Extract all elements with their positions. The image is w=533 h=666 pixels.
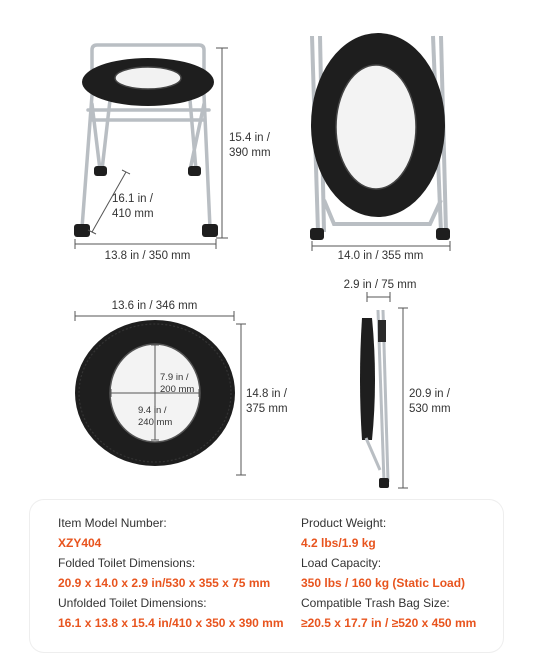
folded-front-width-label: 14.0 in / 355 mm xyxy=(337,250,424,262)
model-number-label: Item Model Number: xyxy=(58,516,167,530)
hole-width-label: 9.4 in / 240 mm xyxy=(138,405,173,428)
load-capacity-label: Load Capacity: xyxy=(301,556,382,570)
hole-length-label: 7.9 in / 200 mm xyxy=(160,372,195,395)
side-depth-label: 16.1 in / 410 mm xyxy=(112,193,154,220)
folded-toilet-side-illustration xyxy=(360,310,389,488)
folded-dimensions-value: 20.9 x 14.0 x 2.9 in/530 x 355 x 75 mm xyxy=(58,576,271,590)
trash-bag-size-value: ≥20.5 x 17.7 in / ≥520 x 450 mm xyxy=(301,616,477,630)
product-weight-label: Product Weight: xyxy=(301,516,387,530)
folded-dimensions-label: Folded Toilet Dimensions: xyxy=(58,556,196,570)
load-capacity-value: 350 lbs / 160 kg (Static Load) xyxy=(301,576,466,590)
product-weight-value: 4.2 lbs/1.9 kg xyxy=(301,536,376,550)
folded-thickness-label: 2.9 in / 75 mm xyxy=(343,279,417,291)
seat-length-label: 14.8 in / 375 mm xyxy=(246,388,288,415)
folded-height-label: 20.9 in / 530 mm xyxy=(409,388,451,415)
seat-width-label: 13.6 in / 346 mm xyxy=(111,300,198,312)
side-width-label: 13.8 in / 350 mm xyxy=(104,250,191,262)
trash-bag-size-label: Compatible Trash Bag Size: xyxy=(301,596,450,610)
specifications-panel xyxy=(30,500,503,652)
side-height-label: 15.4 in / 390 mm xyxy=(229,132,271,159)
specs-left-column xyxy=(58,514,284,634)
folded-toilet-front-illustration xyxy=(310,33,450,240)
model-number-value: XZY404 xyxy=(58,536,102,550)
unfolded-dimensions-value: 16.1 x 13.8 x 15.4 in/410 x 350 x 390 mm xyxy=(58,616,284,630)
unfolded-dimensions-label: Unfolded Toilet Dimensions: xyxy=(58,596,207,610)
specs-right-column xyxy=(301,514,476,634)
